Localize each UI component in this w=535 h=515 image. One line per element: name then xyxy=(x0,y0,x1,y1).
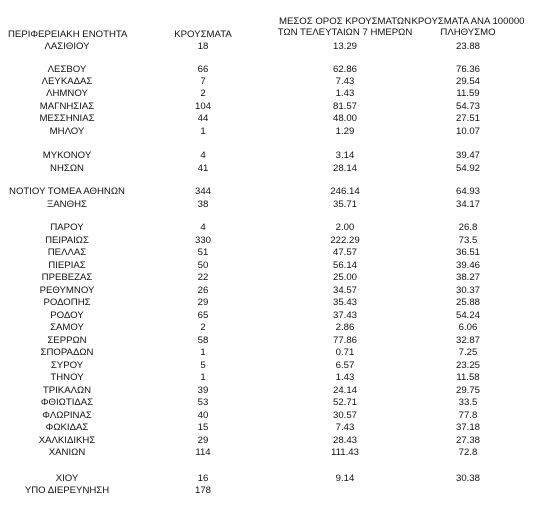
header-region: ΠΕΡΙΦΕΡΕΙΑΚΗ ΕΝΟΤΗΤΑ xyxy=(8,29,128,40)
rate-per-100000: 39.46 xyxy=(455,260,480,271)
region-name: ΜΕΣΣΗΝΙΑΣ xyxy=(39,113,95,124)
case-count: 29 xyxy=(197,435,209,446)
rate-per-100000: 64.93 xyxy=(455,186,480,197)
case-count: 104 xyxy=(194,101,211,112)
rate-per-100000: 23.88 xyxy=(455,41,480,52)
rate-per-100000: 27.38 xyxy=(455,435,480,446)
table-row xyxy=(0,397,535,409)
region-name: ΣΥΡΟΥ xyxy=(50,360,84,371)
table-row xyxy=(0,372,535,384)
seven-day-average: 1.43 xyxy=(335,88,355,99)
region-name: ΦΩΚΙΔΑΣ xyxy=(45,422,89,433)
table-row xyxy=(0,297,535,309)
region-name: ΠΕΙΡΑΙΩΣ xyxy=(45,235,89,246)
seven-day-average: 2.00 xyxy=(335,222,355,233)
region-name: ΥΠΟ ΔΙΕΡΕΥΝΗΣΗ xyxy=(24,485,110,496)
table-row xyxy=(0,76,535,88)
table-row xyxy=(0,150,535,162)
table-row xyxy=(0,335,535,347)
header-avg-line2: ΤΩΝ ΤΕΛΕΥΤΑΙΩΝ 7 ΗΜΕΡΩΝ xyxy=(277,27,413,38)
seven-day-average: 7.43 xyxy=(335,76,355,87)
case-count: 2 xyxy=(200,322,206,333)
case-count: 2 xyxy=(200,88,206,99)
case-count: 39 xyxy=(197,385,209,396)
header-avg-line1: ΜΕΣΟΣ ΟΡΟΣ ΚΡΟΥΣΜΑΤΩΝ xyxy=(278,16,412,27)
case-count: 15 xyxy=(197,422,209,433)
rate-per-100000: 34.17 xyxy=(455,199,480,210)
table-row xyxy=(0,272,535,284)
table-row xyxy=(0,64,535,76)
case-count: 66 xyxy=(197,64,209,75)
rate-per-100000: 26.8 xyxy=(458,222,478,233)
table-row xyxy=(0,41,535,53)
seven-day-average: 35.43 xyxy=(332,297,357,308)
seven-day-average: 34.57 xyxy=(332,285,357,296)
seven-day-average: 0.71 xyxy=(335,347,355,358)
region-name: ΡΕΘΥΜΝΟΥ xyxy=(39,285,95,296)
seven-day-average: 9.14 xyxy=(335,473,355,484)
seven-day-average: 1.29 xyxy=(335,126,355,137)
case-count: 16 xyxy=(197,473,209,484)
case-count: 330 xyxy=(194,235,211,246)
seven-day-average: 37.43 xyxy=(332,310,357,321)
rate-per-100000: 54.92 xyxy=(455,163,480,174)
case-count: 29 xyxy=(197,297,209,308)
region-name: ΧΑΝΙΩΝ xyxy=(48,447,86,458)
table-row xyxy=(0,385,535,397)
region-name: ΤΡΙΚΑΛΩΝ xyxy=(42,385,92,396)
region-name: ΜΥΚΟΝΟΥ xyxy=(42,150,92,161)
region-name: ΠΙΕΡΙΑΣ xyxy=(48,260,86,271)
seven-day-average: 3.14 xyxy=(335,150,355,161)
table-row xyxy=(0,126,535,138)
region-name: ΛΗΜΝΟΥ xyxy=(46,88,88,99)
rate-per-100000: 32.87 xyxy=(455,335,480,346)
rate-per-100000: 11.59 xyxy=(456,88,480,99)
seven-day-average: 77.86 xyxy=(332,335,357,346)
rate-per-100000: 76.36 xyxy=(455,64,480,75)
case-count: 41 xyxy=(197,163,209,174)
rate-per-100000: 10.07 xyxy=(455,126,480,137)
rate-per-100000: 27.51 xyxy=(455,113,480,124)
region-name: ΦΛΩΡΙΝΑΣ xyxy=(42,410,92,421)
region-name: ΠΡΕΒΕΖΑΣ xyxy=(41,272,93,283)
seven-day-average: 35.71 xyxy=(332,199,357,210)
table-row xyxy=(0,247,535,259)
rate-per-100000: 6.06 xyxy=(458,322,478,333)
seven-day-average: 1.43 xyxy=(335,372,355,383)
table-row xyxy=(0,360,535,372)
seven-day-average: 6.57 xyxy=(335,360,355,371)
case-count: 4 xyxy=(200,222,206,233)
region-name: ΠΑΡΟΥ xyxy=(50,222,84,233)
case-count: 1 xyxy=(200,126,206,137)
rate-per-100000: 54.73 xyxy=(455,101,480,112)
table-row xyxy=(0,101,535,113)
region-name: ΝΗΣΩΝ xyxy=(50,163,84,174)
region-name: ΜΗΛΟΥ xyxy=(49,126,85,137)
case-count: 7 xyxy=(200,76,206,87)
seven-day-average: 2.86 xyxy=(335,322,355,333)
region-name: ΜΑΓΝΗΣΙΑΣ xyxy=(39,101,95,112)
seven-day-average: 246.14 xyxy=(330,186,360,197)
region-name: ΛΑΣΙΘΙΟΥ xyxy=(44,41,90,52)
region-name: ΝΟΤΙΟΥ ΤΟΜΕΑ ΑΘΗΝΩΝ xyxy=(9,186,125,197)
header-rate-line1: ΚΡΟΥΣΜΑΤΑ ΑΝΑ 100000 xyxy=(411,16,525,27)
table-row xyxy=(0,435,535,447)
case-count: 26 xyxy=(197,285,209,296)
region-name: ΡΟΔΟΥ xyxy=(50,310,84,321)
case-count: 1 xyxy=(200,347,206,358)
region-name: ΦΘΙΩΤΙΔΑΣ xyxy=(40,397,94,408)
rate-per-100000: 72.8 xyxy=(458,447,478,458)
seven-day-average: 7.43 xyxy=(335,422,355,433)
header-rate-line2: ΠΛΗΘΥΣΜΟ xyxy=(440,27,496,38)
rate-per-100000: 7.25 xyxy=(458,347,478,358)
rate-per-100000: 11.58 xyxy=(456,372,480,383)
rate-per-100000: 38.27 xyxy=(455,272,480,283)
case-count: 58 xyxy=(197,335,209,346)
table-row xyxy=(0,222,535,234)
region-name: ΠΕΛΛΑΣ xyxy=(47,247,87,258)
seven-day-average: 47.57 xyxy=(332,247,357,258)
seven-day-average: 48.00 xyxy=(332,113,357,124)
table-row xyxy=(0,473,535,485)
case-count: 1 xyxy=(200,372,206,383)
table-row xyxy=(0,285,535,297)
rate-per-100000: 30.38 xyxy=(455,473,480,484)
rate-per-100000: 23.25 xyxy=(455,360,480,371)
table-row xyxy=(0,447,535,459)
table-row xyxy=(0,322,535,334)
case-count: 53 xyxy=(197,397,209,408)
seven-day-average: 52.71 xyxy=(332,397,357,408)
table-row xyxy=(0,113,535,125)
seven-day-average: 111.43 xyxy=(331,447,359,458)
seven-day-average: 13.29 xyxy=(332,41,357,52)
table-row xyxy=(0,88,535,100)
seven-day-average: 28.14 xyxy=(332,163,357,174)
table-row xyxy=(0,310,535,322)
seven-day-average: 81.57 xyxy=(332,101,357,112)
region-name: ΣΕΡΡΩΝ xyxy=(47,335,87,346)
seven-day-average: 62.86 xyxy=(332,64,357,75)
rate-per-100000: 36.51 xyxy=(455,247,480,258)
region-name: ΧΙΟΥ xyxy=(55,473,79,484)
case-count: 50 xyxy=(197,260,209,271)
seven-day-average: 56.14 xyxy=(332,260,357,271)
region-name: ΛΕΣΒΟΥ xyxy=(47,64,87,75)
header-cases: ΚΡΟΥΣΜΑΤΑ xyxy=(174,29,232,40)
seven-day-average: 25.00 xyxy=(332,272,357,283)
seven-day-average: 222.29 xyxy=(330,235,360,246)
rate-per-100000: 25.88 xyxy=(455,297,480,308)
region-name: ΣΑΜΟΥ xyxy=(50,322,84,333)
table-row xyxy=(0,235,535,247)
case-count: 40 xyxy=(197,410,209,421)
region-name: ΛΕΥΚΑΔΑΣ xyxy=(41,76,93,87)
case-count: 4 xyxy=(200,150,206,161)
table-row xyxy=(0,186,535,198)
case-count: 38 xyxy=(197,199,209,210)
region-name: ΣΠΟΡΑΔΩΝ xyxy=(40,347,94,358)
region-name: ΡΟΔΟΠΗΣ xyxy=(43,297,91,308)
table-row xyxy=(0,347,535,359)
case-count: 44 xyxy=(197,113,209,124)
rate-per-100000: 73.5 xyxy=(458,235,478,246)
region-name: ΧΑΛΚΙΔΙΚΗΣ xyxy=(38,435,96,446)
seven-day-average: 30.57 xyxy=(332,410,357,421)
seven-day-average: 28.43 xyxy=(332,435,357,446)
rate-per-100000: 30.37 xyxy=(455,285,480,296)
rate-per-100000: 37.18 xyxy=(455,422,480,433)
case-count: 22 xyxy=(197,272,209,283)
case-count: 344 xyxy=(194,186,211,197)
table-row xyxy=(0,485,535,497)
table-row xyxy=(0,422,535,434)
case-count: 51 xyxy=(197,247,209,258)
case-count: 5 xyxy=(200,360,206,371)
table-row xyxy=(0,163,535,175)
region-name: ΞΑΝΘΗΣ xyxy=(47,199,87,210)
rate-per-100000: 33.5 xyxy=(458,397,478,408)
table-row xyxy=(0,199,535,211)
table-row xyxy=(0,410,535,422)
rate-per-100000: 39.47 xyxy=(455,150,480,161)
rate-per-100000: 54.24 xyxy=(455,310,480,321)
region-name: ΤΗΝΟΥ xyxy=(50,372,84,383)
case-count: 114 xyxy=(195,447,211,458)
case-count: 178 xyxy=(194,485,211,496)
rate-per-100000: 77.8 xyxy=(458,410,478,421)
rate-per-100000: 29.54 xyxy=(455,76,480,87)
seven-day-average: 24.14 xyxy=(332,385,357,396)
case-count: 65 xyxy=(197,310,209,321)
table-row xyxy=(0,260,535,272)
rate-per-100000: 29.75 xyxy=(455,385,480,396)
case-count: 18 xyxy=(197,41,209,52)
